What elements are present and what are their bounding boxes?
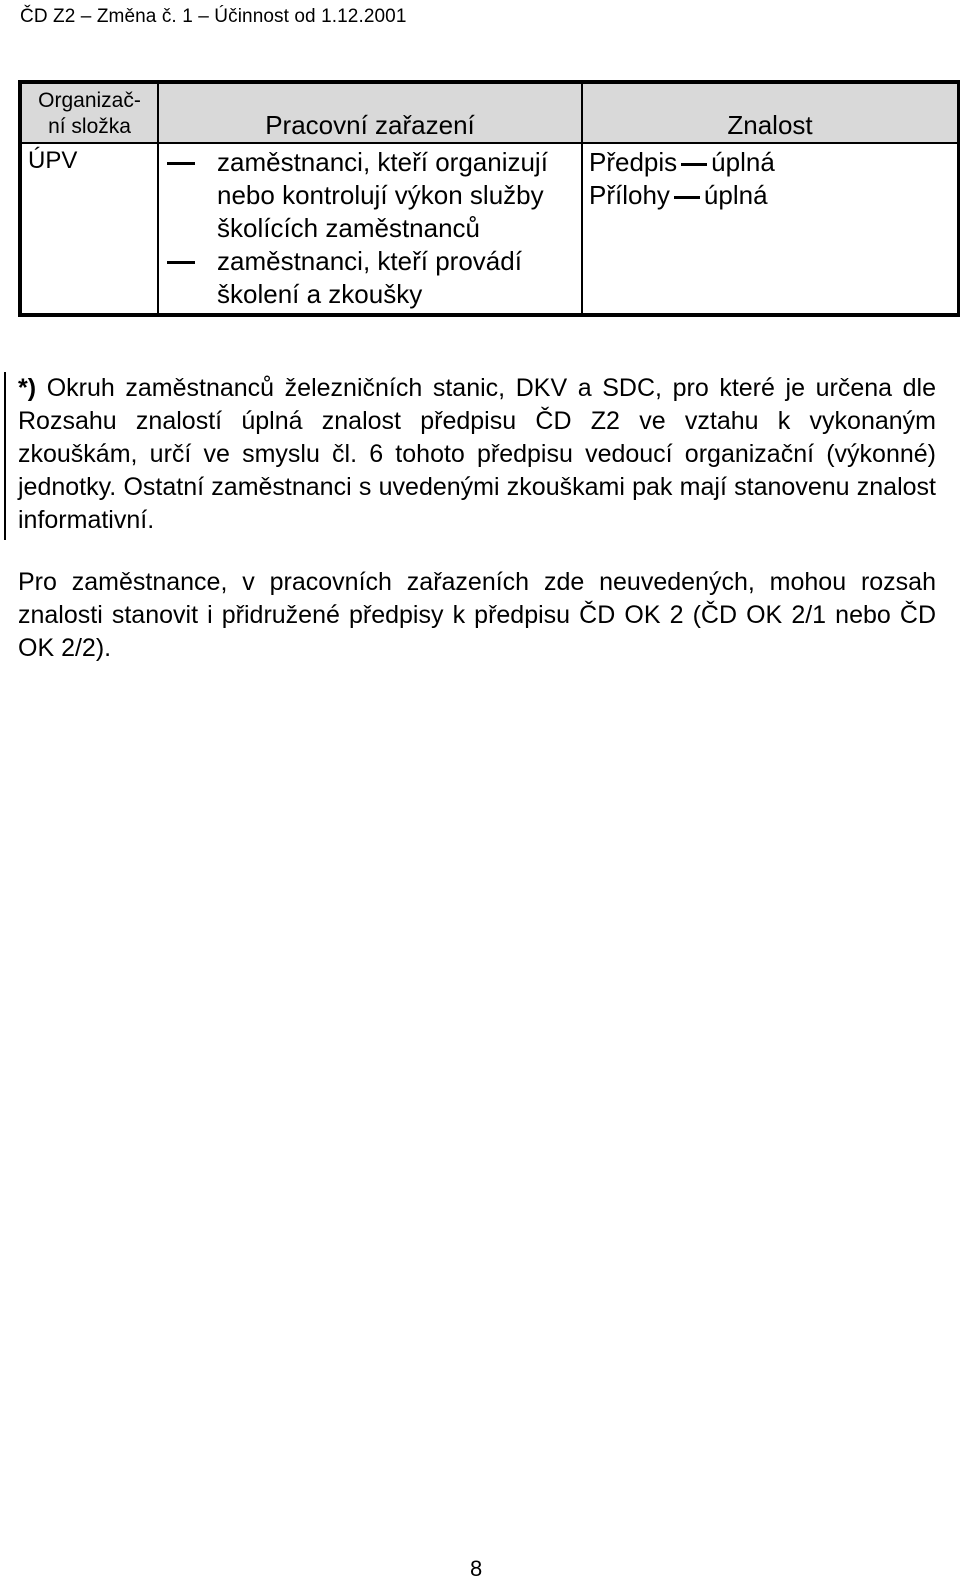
list-item: [163, 146, 575, 245]
footnote: [18, 372, 936, 537]
knowledge-line: [589, 179, 951, 212]
page-header: ČD Z2 – Změna č. 1 – Účinnost od 1.12.2001: [20, 6, 407, 27]
knowledge-label: Předpis: [589, 147, 678, 177]
dash-bullet: [167, 261, 195, 264]
dash-separator: [674, 196, 700, 199]
header-knowledge: Znalost: [582, 82, 959, 143]
dash-bullet: [167, 162, 195, 165]
position-text: zaměstnanci, kteří provádí školení a zkoušky: [217, 246, 522, 309]
org-unit-cell: ÚPV: [20, 143, 158, 315]
body-paragraph: Pro zaměstnance, v pracovních zařazeních zde neuvedených, mohou rozsah znalosti stanovit i přidružené předpisy k předpisu ČD OK 2 (ČD OK 2/1 nebo ČD OK 2/2).: [18, 568, 936, 662]
position-cell: [158, 143, 582, 315]
page-number: 8: [470, 1556, 483, 1581]
dash-separator: [681, 163, 707, 166]
footnote-mark: *): [18, 374, 37, 402]
knowledge-label: Přílohy: [589, 180, 670, 210]
knowledge-value: úplná: [703, 180, 768, 210]
header-position: Pracovní zařazení: [158, 82, 582, 143]
list-item: [163, 245, 575, 311]
knowledge-line: [589, 146, 951, 179]
knowledge-value: úplná: [711, 147, 775, 177]
change-bar: [4, 372, 6, 540]
header-org-unit: Organizač- ní složka: [20, 82, 158, 143]
table-header-row: [20, 82, 959, 143]
table-row: [20, 143, 959, 315]
footnote-text: Okruh zaměstnanců železničních stanic, DKV a SDC, pro které je určena dle Rozsahu znalostí úplná znalost předpisu ČD Z2 ve vztahu k vykonaným zkouškám, určí ve smyslu čl. 6 tohoto předpisu vedoucí organizační (výkonné) jednotky. Ostatní zaměstnanci s uvedenými zkouškami pak mají stanovenu znalost informativní.: [18, 374, 937, 534]
position-text: zaměstnanci, kteří organizují nebo kontrolují výkon služby školících zaměstnanců: [217, 147, 548, 243]
knowledge-cell: [582, 143, 959, 315]
knowledge-table: [18, 80, 960, 317]
